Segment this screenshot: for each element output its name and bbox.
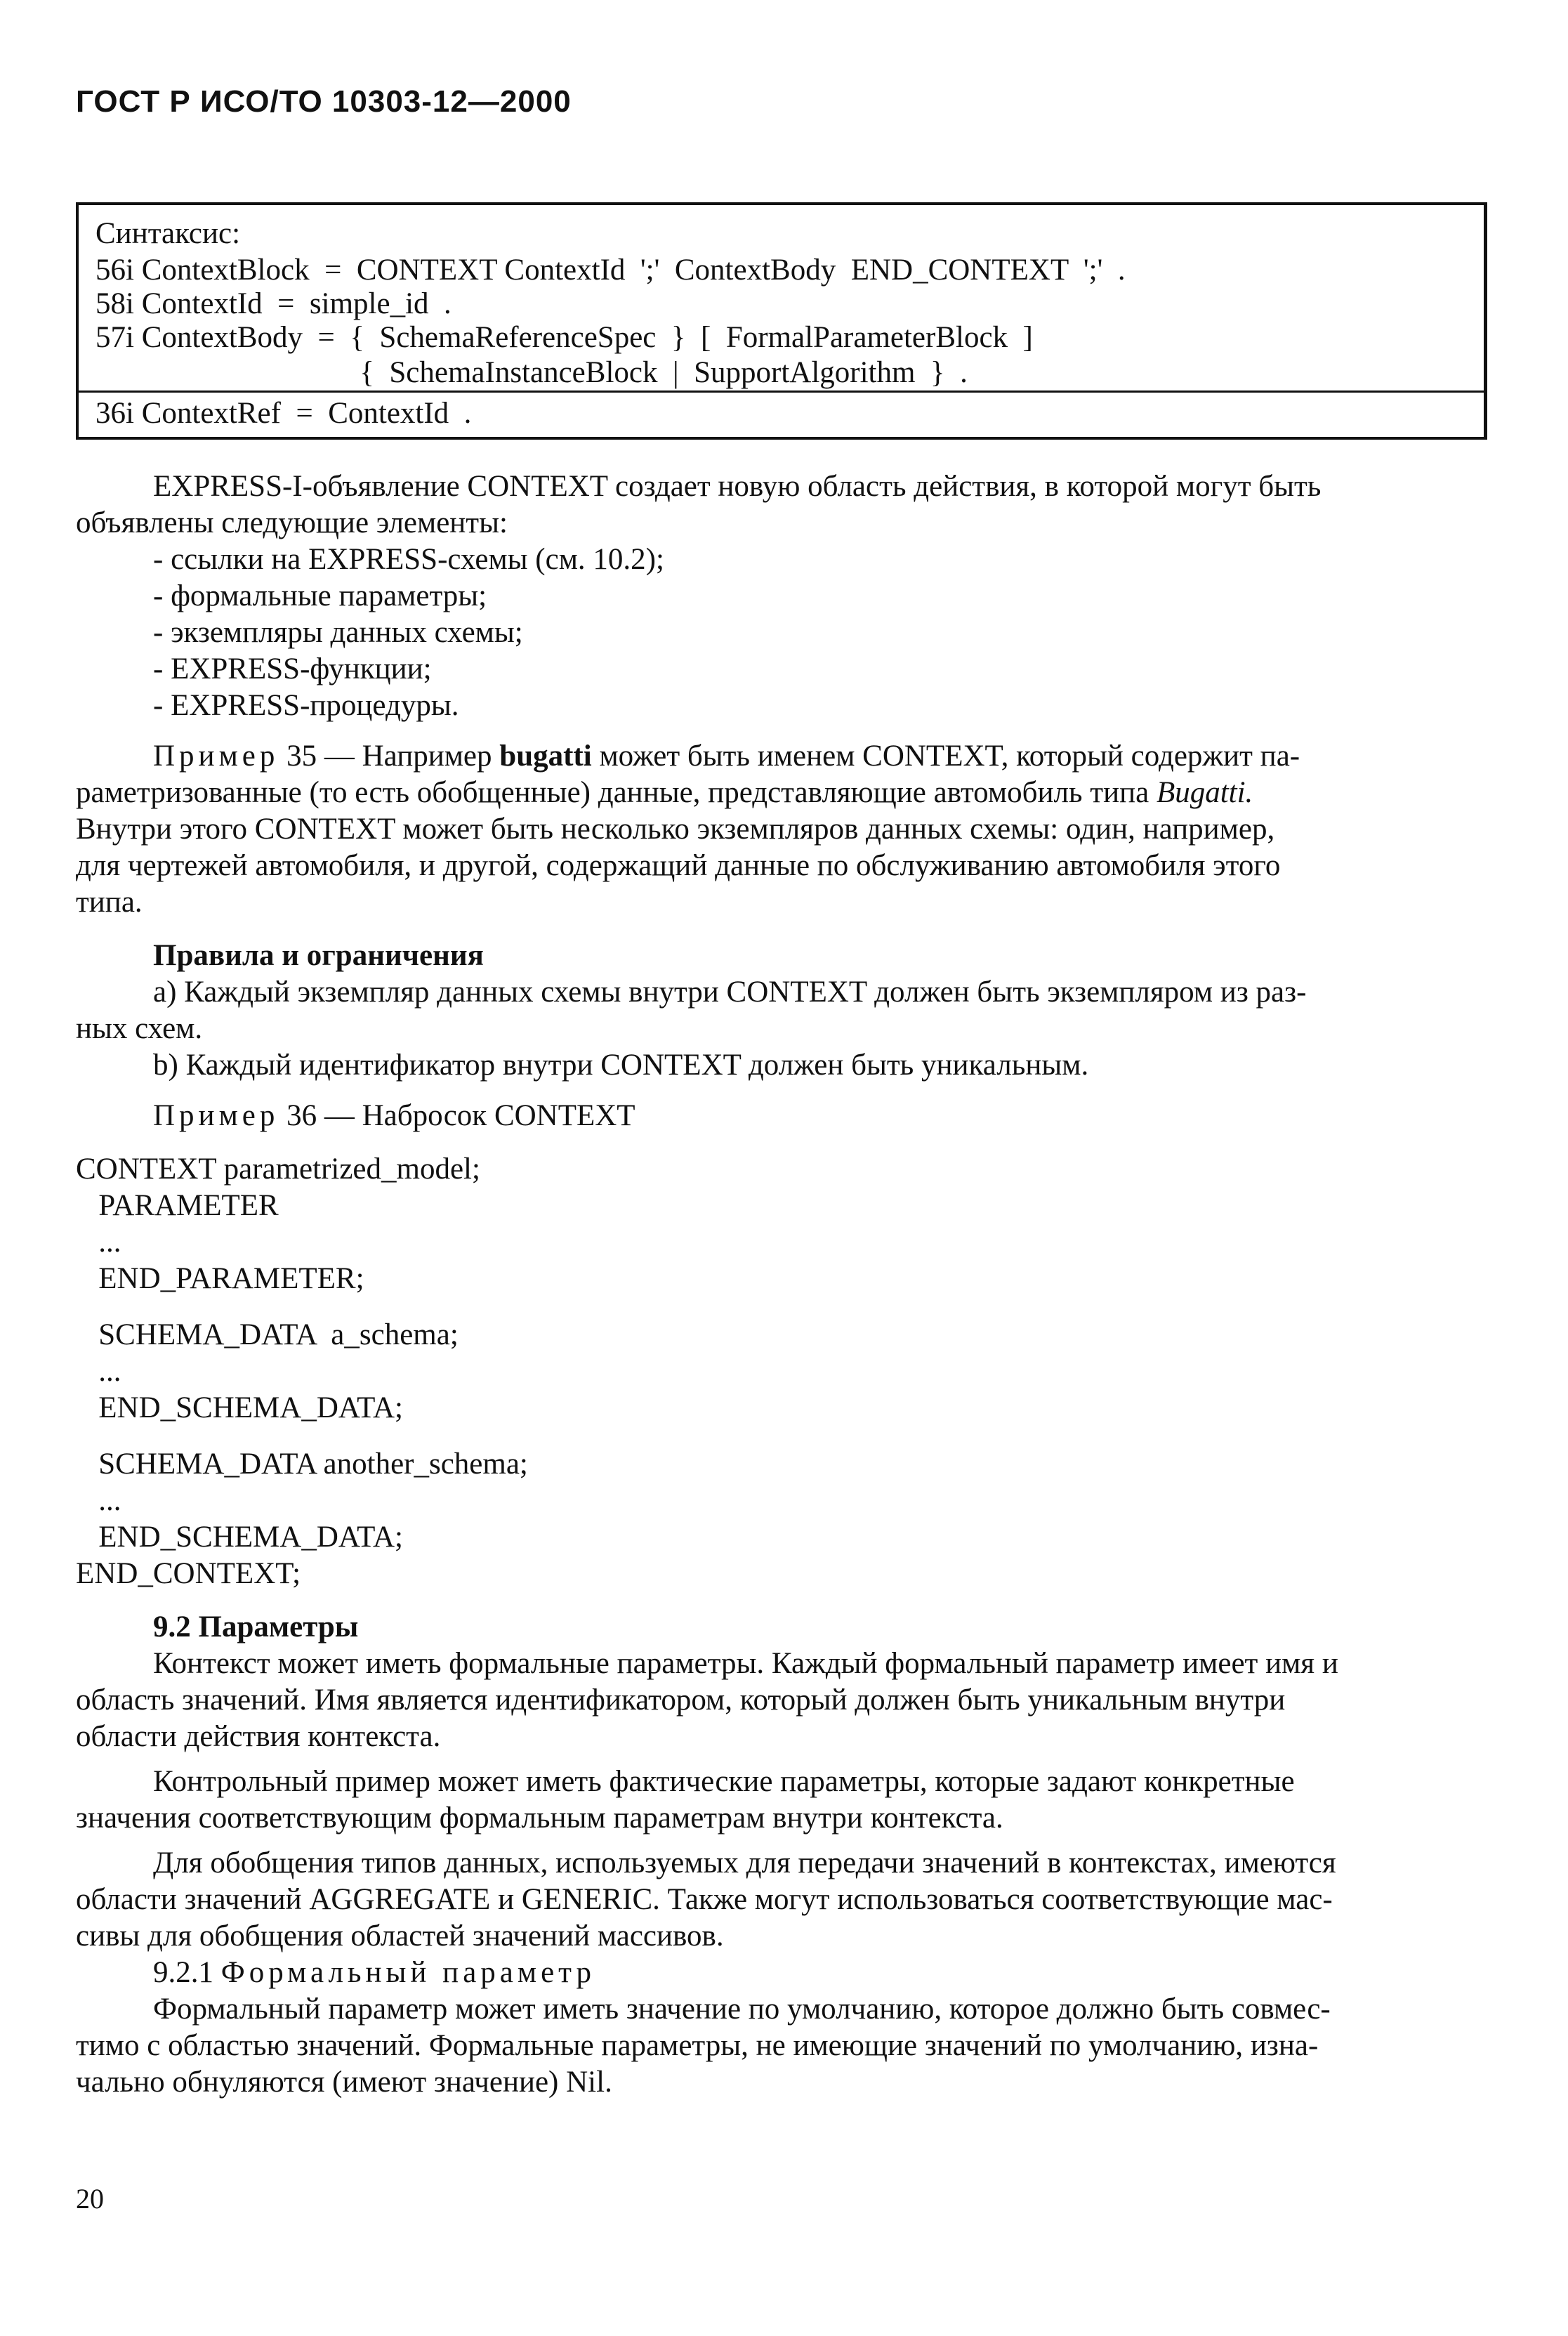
example-35-line: для чертежей автомобиля, и другой, содержащий данные по обслуживанию автомобиля этого bbox=[76, 849, 1281, 882]
section-paragraph-line: чально обнуляются (имеют значение) Nil. bbox=[76, 2066, 612, 2099]
page-number: 20 bbox=[76, 2183, 104, 2214]
example-35-line: типа. bbox=[76, 886, 143, 919]
list-item: - ссылки на EXPRESS-схемы (см. 10.2); bbox=[153, 543, 664, 576]
code-line: END_CONTEXT; bbox=[76, 1557, 301, 1590]
rules-title: Правила и ограничения bbox=[153, 939, 484, 972]
code-line: ... bbox=[76, 1484, 121, 1517]
rule-a: ных схем. bbox=[76, 1012, 203, 1045]
section-paragraph-line: Контрольный пример может иметь фактические параметры, которые задают конкретные bbox=[153, 1765, 1295, 1798]
syntax-line: 57i ContextBody = { SchemaReferenceSpec } [ FormalParameterBlock ] bbox=[95, 321, 1033, 354]
example-35-line: раметризованные (то есть обобщенные) данные, представляющие автомобиль типа Bugatti. bbox=[76, 776, 1253, 809]
code-line: ... bbox=[76, 1226, 121, 1259]
syntax-line: 56i ContextBlock = CONTEXT ContextId ';' ContextBody END_CONTEXT ';' . bbox=[95, 254, 1126, 287]
intro-line: объявлены следующие элементы: bbox=[76, 506, 508, 539]
example-label: Пример bbox=[153, 1099, 279, 1132]
example-36-line: Пример 36 — Набросок CONTEXT bbox=[153, 1099, 635, 1132]
example-italic: Bugatti. bbox=[1156, 776, 1253, 809]
section-paragraph-line: области действия контекста. bbox=[76, 1720, 441, 1753]
document-header: ГОСТ Р ИСО/ТО 10303-12—2000 bbox=[76, 84, 572, 119]
section-paragraph-line: области значений AGGREGATE и GENERIC. Также могут использоваться соответствующие мас- bbox=[76, 1883, 1333, 1916]
syntax-line: 58i ContextId = simple_id . bbox=[95, 287, 452, 320]
section-paragraph-line: Для обобщения типов данных, используемых для передачи значений в контекстах, имеются bbox=[153, 1846, 1336, 1879]
rule-b: b) Каждый идентификатор внутри CONTEXT должен быть уникальным. bbox=[153, 1049, 1089, 1082]
code-line: CONTEXT parametrized_model; bbox=[76, 1153, 480, 1186]
example-35-line: Пример 35 — Например bugatti может быть именем CONTEXT, который содержит па- bbox=[153, 740, 1300, 773]
intro-line: EXPRESS-I-объявление CONTEXT создает новую область действия, в которой могут быть bbox=[153, 470, 1322, 503]
code-line: END_PARAMETER; bbox=[76, 1262, 364, 1295]
syntax-ref-line: 36i ContextRef = ContextId . bbox=[95, 397, 472, 430]
list-item: - формальные параметры; bbox=[153, 579, 487, 612]
example-keyword: bugatti bbox=[499, 740, 592, 773]
example-35-line: Внутри этого CONTEXT может быть несколько экземпляров данных схемы: один, например, bbox=[76, 813, 1275, 846]
section-paragraph-line: область значений. Имя является идентификатором, который должен быть уникальным внутри bbox=[76, 1684, 1286, 1717]
code-line: SCHEMA_DATA a_schema; bbox=[76, 1318, 459, 1351]
list-item: - EXPRESS-процедуры. bbox=[153, 689, 459, 722]
section-title: 9.2 Параметры bbox=[153, 1610, 359, 1643]
rule-a: a) Каждый экземпляр данных схемы внутри CONTEXT должен быть экземпляром из раз- bbox=[153, 976, 1307, 1009]
syntax-box bbox=[76, 202, 1487, 440]
syntax-title: Синтаксис: bbox=[95, 217, 241, 250]
code-line: PARAMETER bbox=[76, 1189, 279, 1222]
code-line: END_SCHEMA_DATA; bbox=[76, 1521, 403, 1554]
example-label: Пример bbox=[153, 740, 279, 773]
section-paragraph-line: сивы для обобщения областей значений массивов. bbox=[76, 1920, 724, 1953]
section-paragraph-line: значения соответствующим формальным параметрам внутри контекста. bbox=[76, 1802, 1003, 1835]
code-line: SCHEMA_DATA another_schema; bbox=[76, 1448, 528, 1481]
list-item: - EXPRESS-функции; bbox=[153, 652, 432, 685]
code-line: END_SCHEMA_DATA; bbox=[76, 1391, 403, 1424]
subsection-title: 9.2.1 Формальный параметр bbox=[153, 1956, 595, 1989]
section-paragraph-line: тимо с областью значений. Формальные параметры, не имеющие значений по умолчанию, изна- bbox=[76, 2029, 1319, 2062]
section-paragraph-line: Формальный параметр может иметь значение по умолчанию, которое должно быть совмес- bbox=[153, 1993, 1331, 2026]
code-line: ... bbox=[76, 1355, 121, 1388]
syntax-line: { SchemaInstanceBlock | SupportAlgorithm } . bbox=[95, 356, 968, 389]
list-item: - экземпляры данных схемы; bbox=[153, 616, 523, 649]
syntax-divider bbox=[79, 391, 1484, 393]
section-paragraph-line: Контекст может иметь формальные параметры. Каждый формальный параметр имеет имя и bbox=[153, 1647, 1338, 1680]
